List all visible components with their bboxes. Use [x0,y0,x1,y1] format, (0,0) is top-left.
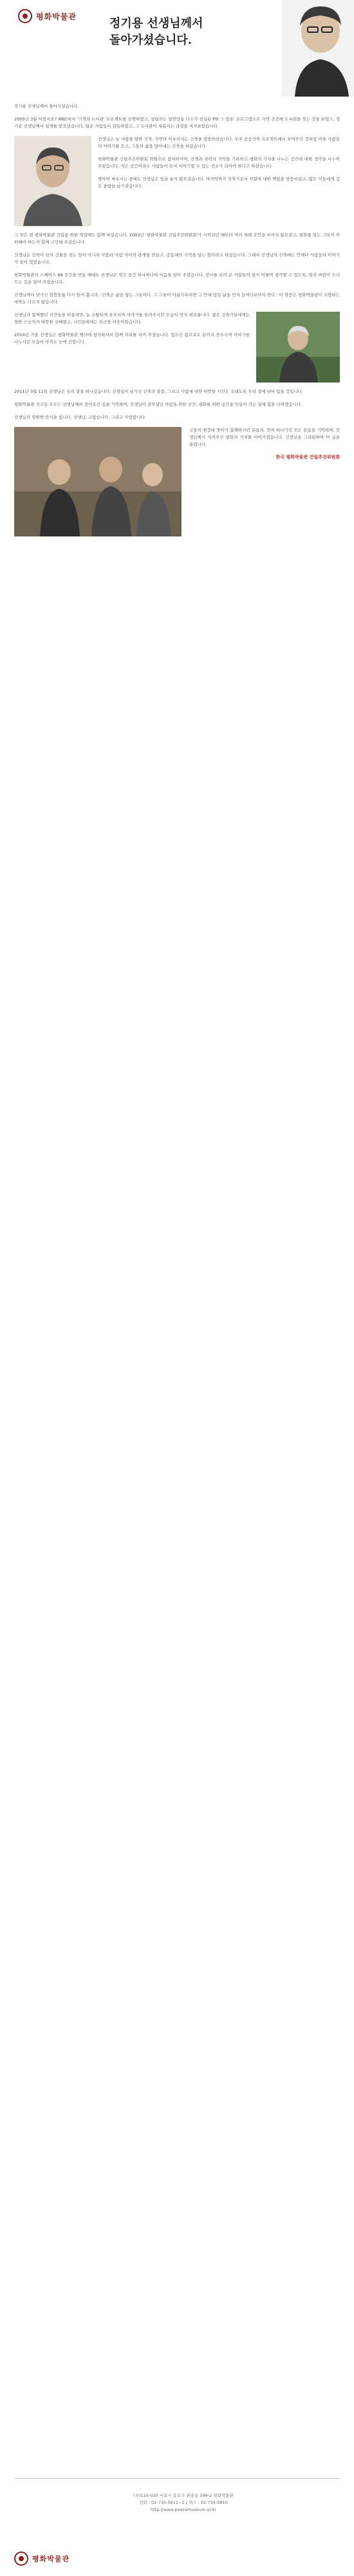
footer-logo[interactable] [14,2552,70,2566]
footer-contact [119,2492,248,2514]
mid-paragraph-3: 병마와 싸우시는 중에도 선생님은 일을 놓지 않으셨습니다. 마지막까지 건축가로서 사회에 대한 책임을 말씀하셨고, 많은 이들에게 깊은 울림을 남기셨습니다. [98,176,340,189]
footer-website-link[interactable]: http://www.peacemuseum.or.kr [151,2507,216,2512]
museum-logo[interactable] [18,9,77,23]
mid-photo-row [14,136,340,226]
logo-mark-icon [18,9,32,23]
body-paragraph-6: 평화박물관 식구들 모두는 선생님께서 걸어오신 길을 기억하며, 선생님이 꿈꾸셨던 사람을 위한 공간, 평화를 위한 공간을 만들어 가는 일에 힘을 다하겠습니다. [14,402,303,407]
closing-section [14,427,340,536]
body-paragraph-7: 선생님의 영원한 안식을 빕니다. 선생님, 고맙습니다. 그리고 사랑합니다. [14,415,146,420]
closing-photo [14,427,182,536]
footer-logo-text: 평화박물관 [32,2555,70,2563]
paragraph-1: 정기용 선생님께서 돌아가셨습니다. [14,104,79,109]
closing-paragraph: 고통의 현장에 찾아가 함께하시던 분들과, 먼저 떠나가신 모든 분들을 기억하며, 선생님께서 지켜주신 평화의 가치를 이어가겠습니다. 선생님을 그리워하며 이 글을 올립니다. [189,428,340,447]
right-photo-row [14,312,340,383]
mid-portrait-photo [14,136,91,226]
portrait-photo-icon [14,136,91,226]
mid-paragraph-2: 평화박물관 건립추진위원회 위원으로 참여하시며, 전쟁과 폭력의 기억을 기록하고 평화의 가치를 나누는 공간에 대한 생각을 나누어 주셨습니다. 작은 공간이라도 사람들이 모여 이야기할 수 있는 장소가 되어야 한다고 하셨습니다. [98,156,340,169]
page-footer [0,2481,354,2576]
closing-text-column [189,427,340,536]
paragraph-3: 그 맞은 편 평화박물관 건립을 위한 작업에도 함께 하셨습니다. 2003년 '평화박물관 건립추진위원회'가 시작되던 때부터 여러 차례 조언을 아끼지 않으셨고, 평화를 담는 그릇이 어떠해야 하는지 함께 고민해 주셨습니다. [14,232,340,245]
body-paragraph-1: 선생님은 건축이 단지 건물을 짓는 일이 아니라 사람과 사람 사이의 관계를 만들고, 공동체의 기억을 담는 일이라고 하셨습니다. 그래서 선생님의 건축에는 언제나 사람들의 이야기가 들어 있었습니다. [14,252,340,265]
footer-logo-mark-icon [14,2552,28,2566]
title-line-2: 돌아가셨습니다. [109,33,192,47]
title-line-1: 정기용 선생님께서 [109,17,203,30]
body-paragraph-5: 2011년 3월 11일 선생님은 우리 곁을 떠나셨습니다. 선생님이 남기신 건축과 말씀, 그리고 사람에 대한 따뜻한 시선은 오래도록 우리 곁에 남아 있을 것입니다. [14,389,303,394]
body-paragraph-4: 2010년 가을 선생님은 평화박물관 행사에 참석하셔서 함께 자리를 지켜 주셨습니다. 힘드신 몸으로도 끝까지 웃으시며 이야기를 나누시던 모습이 아직도 눈에 선합니다. [14,332,250,345]
footer-phone: 전화 : 02-735-5811~2 / 팩스 : 02-735-5810 [139,2500,228,2505]
right-photo-text [14,312,250,383]
paragraph-2: 2005년 3월 이었지요? MBC에서 '기적의 도서관' 프로젝트를 진행하였고, 설립자는 일반인들 다수가 진실된 PD ‘느낌표’ 프로그램으로 지역 곳곳에 도서관을 짓는 것을 보았고, 정기용 선생님께서 설계를 맡으셨습니다. 많은 사람들이 감동하였고, 그 도서관이 세워지는 과정을 지켜보았습니다. [14,117,340,129]
footer-divider [14,2478,340,2479]
footer-address: (우)110-030 서울시 종로구 관훈동 196-2 평화박물관 [133,2493,234,2498]
page-title [109,15,277,49]
event-photo [256,312,340,383]
right-photo-paragraph: 선생님과 함께했던 시간들을 떠올리면, 늘 소탈하게 웃으시며 이야기를 들려주시던 모습이 먼저 떠오릅니다. 젊은 건축가들에게는 엄한 스승이자 따뜻한 선배였고, 시민들에게는 친근한 이웃이었습니다. [14,312,250,325]
closing-signature: 한국 평화박물관 건립추진위원회 [275,455,340,460]
page-header [0,0,354,97]
article-body [14,103,340,536]
mid-paragraph-1: 선생님은 늘 사람을 향한 건축, 자연과 어우러지는 건축을 말씀하셨습니다. 무주 공공건축 프로젝트에서 보여주신 것처럼 마을 사람들의 이야기를 듣고, 그들의 삶을 담아내는 건축을 하셨습니다. [98,137,340,149]
header-portrait-photo [282,0,354,97]
body-paragraph-2: 평화박물관의 스페이스 99 공간을 만들 때에도 선생님은 작은 공간 하나하나에 마음을 담아 주셨습니다. 전시를 보러 온 사람들이 잠시 머물며 생각할 수 있도록, 빛과 바람이 드나드는 길을 열어 주셨습니다. [14,272,340,285]
group-photo-icon [14,427,182,536]
event-photo-icon [256,312,340,383]
mid-text-column [98,136,340,226]
portrait-illustration-icon [282,0,354,97]
body-paragraph-3: 선생님께서 남기신 말씀들을 다시 읽어 봅니다. '건축은 삶을 담는 그릇이다. 그 그릇이 아름다우려면 그 안에 담길 삶을 먼저 들여다보아야 한다.' 이 말씀은 평화박물관이 지향하는 바와도 다르지 않습니다. [14,292,340,305]
logo-text: 평화박물관 [36,12,77,21]
